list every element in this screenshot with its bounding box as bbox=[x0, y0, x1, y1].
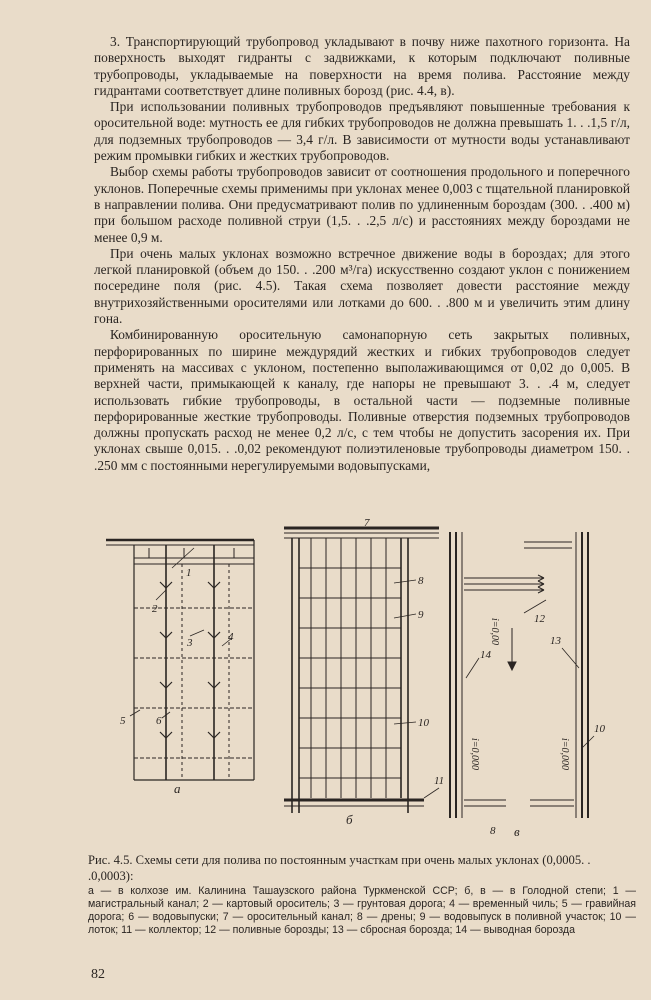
label-6: 6 bbox=[156, 715, 162, 727]
label-7: 7 bbox=[364, 518, 370, 529]
panel-label-b: б bbox=[346, 812, 353, 827]
figure-4-5 bbox=[94, 518, 639, 848]
label-10-c: 10 bbox=[594, 723, 605, 735]
paragraph: Комбинированную оросительную самонапорную сеть закрытых поливных, перфорированных по ширине междурядий жестких и гибких трубопроводов следует применять на массивах с уклоном, постепенно выполаживающимся от 0,02 до 0,005. В верхней части, примыкающей к каналу, где напоры не превышают 3. . .4 м, следует использовать гибкие трубопроводы, в остальной части — подземные поливные перфорированные жесткие трубопроводы. Поливные отверстия подземных трубопроводов должны пропускать расход не менее 0,2 л/с, с тем чтобы не допустить засорения их. При уклонах свыше 0,015. . .0,02 рекомендуют полиэтиленовые трубопроводы диаметром 150. . .250 мм с постоянными нерегулируемыми водовыпусками, bbox=[94, 327, 630, 473]
label-4: 4 bbox=[228, 631, 234, 643]
label-10: 10 bbox=[418, 717, 429, 729]
slope-label: i=0,000 bbox=[559, 738, 570, 771]
label-12: 12 bbox=[534, 613, 545, 625]
label-2: 2 bbox=[152, 603, 158, 615]
paragraph: Выбор схемы работы трубопроводов зависит от соотношения продольного и поперечного уклонов. Поперечные схемы применимы при уклонах менее 0,003 с тщательной планировкой в направлении полива. Они предусматривают полив по удлиненным бороздам (300. . .400 м) при большом расходе поливной струи (1,5. . .2,5 л/с) и расстояниях между бороздами не менее 0,9 м. bbox=[94, 164, 630, 245]
slope-label: i=0,00 bbox=[489, 618, 500, 646]
body-text bbox=[94, 34, 630, 474]
panel-a-scheme bbox=[106, 540, 254, 780]
paragraph: При использовании поливных трубопроводов предъявляют повышенные требования к оросительной воде: мутность ее для гибких трубопроводов не должна превышать 1. . .1,5 г/л, для подземных трубопроводов — 3,4 г/л. В зависимости от мутности воды устанавливают режим промывки гибких и жестких трубопроводов. bbox=[94, 99, 630, 164]
slope-label: i=0,000 bbox=[469, 738, 480, 771]
label-13: 13 bbox=[550, 635, 561, 647]
diagram-labels bbox=[120, 518, 606, 839]
label-14: 14 bbox=[480, 649, 491, 661]
page-number: 82 bbox=[91, 967, 105, 982]
panel-b-scheme bbox=[284, 528, 439, 813]
panel-c-scheme bbox=[450, 532, 594, 818]
caption-title: Рис. 4.5. Схемы сети для полива по постоянным участкам при очень малых уклонах (0,0005. . .0,0003): bbox=[88, 853, 591, 883]
label-8: 8 bbox=[418, 575, 424, 587]
label-9: 9 bbox=[418, 609, 424, 621]
panel-label-c: в bbox=[514, 824, 520, 839]
paragraph: 3. Транспортирующий трубопровод укладывают в почву ниже пахотного горизонта. На поверхность выходят гидранты с задвижками, к которым подключают поливные трубопроводы, укладываемые на поверхности на время полива. Расстояние между гидрантами соответствует длине поливных борозд (рис. 4.4, в). bbox=[94, 34, 630, 98]
label-1: 1 bbox=[186, 567, 192, 579]
panel-label-a: а bbox=[174, 781, 181, 796]
figure-caption bbox=[88, 853, 636, 937]
label-11: 11 bbox=[434, 775, 445, 787]
irrigation-scheme-diagram bbox=[94, 518, 639, 848]
label-8-c: 8 bbox=[490, 825, 496, 837]
label-3: 3 bbox=[187, 637, 193, 649]
paragraph: При очень малых уклонах возможно встречное движение воды в бороздах; для этого легкой планировкой (объем до 150. . .200 м³/га) искусственно создают уклон с понижением посередине поля (рис. 4.5). Такая схема позволяет довести расстояние между внутрихозяйственными оросителями или лотками до 600. . .800 м и увеличить этим длину гона. bbox=[94, 245, 630, 327]
caption-legend: а — в колхозе им. Калинина Ташаузского района Туркменской ССР; б, в — в Голодной степи; 1 — магистральный канал; 2 — картовый ороситель; 3 — грунтовая дорога; 4 — временный чиль; 5 — гравийная дорога; 6 — водовыпуски; 7 — оросительный канал; 8 — дрены; 9 — водовыпуск в поливной участок; 10 — лоток; 11 — коллектор; 12 — поливные борозды; 13 — сбросная борозда; 14 — выводная борозда bbox=[88, 885, 636, 936]
label-5: 5 bbox=[120, 715, 126, 727]
